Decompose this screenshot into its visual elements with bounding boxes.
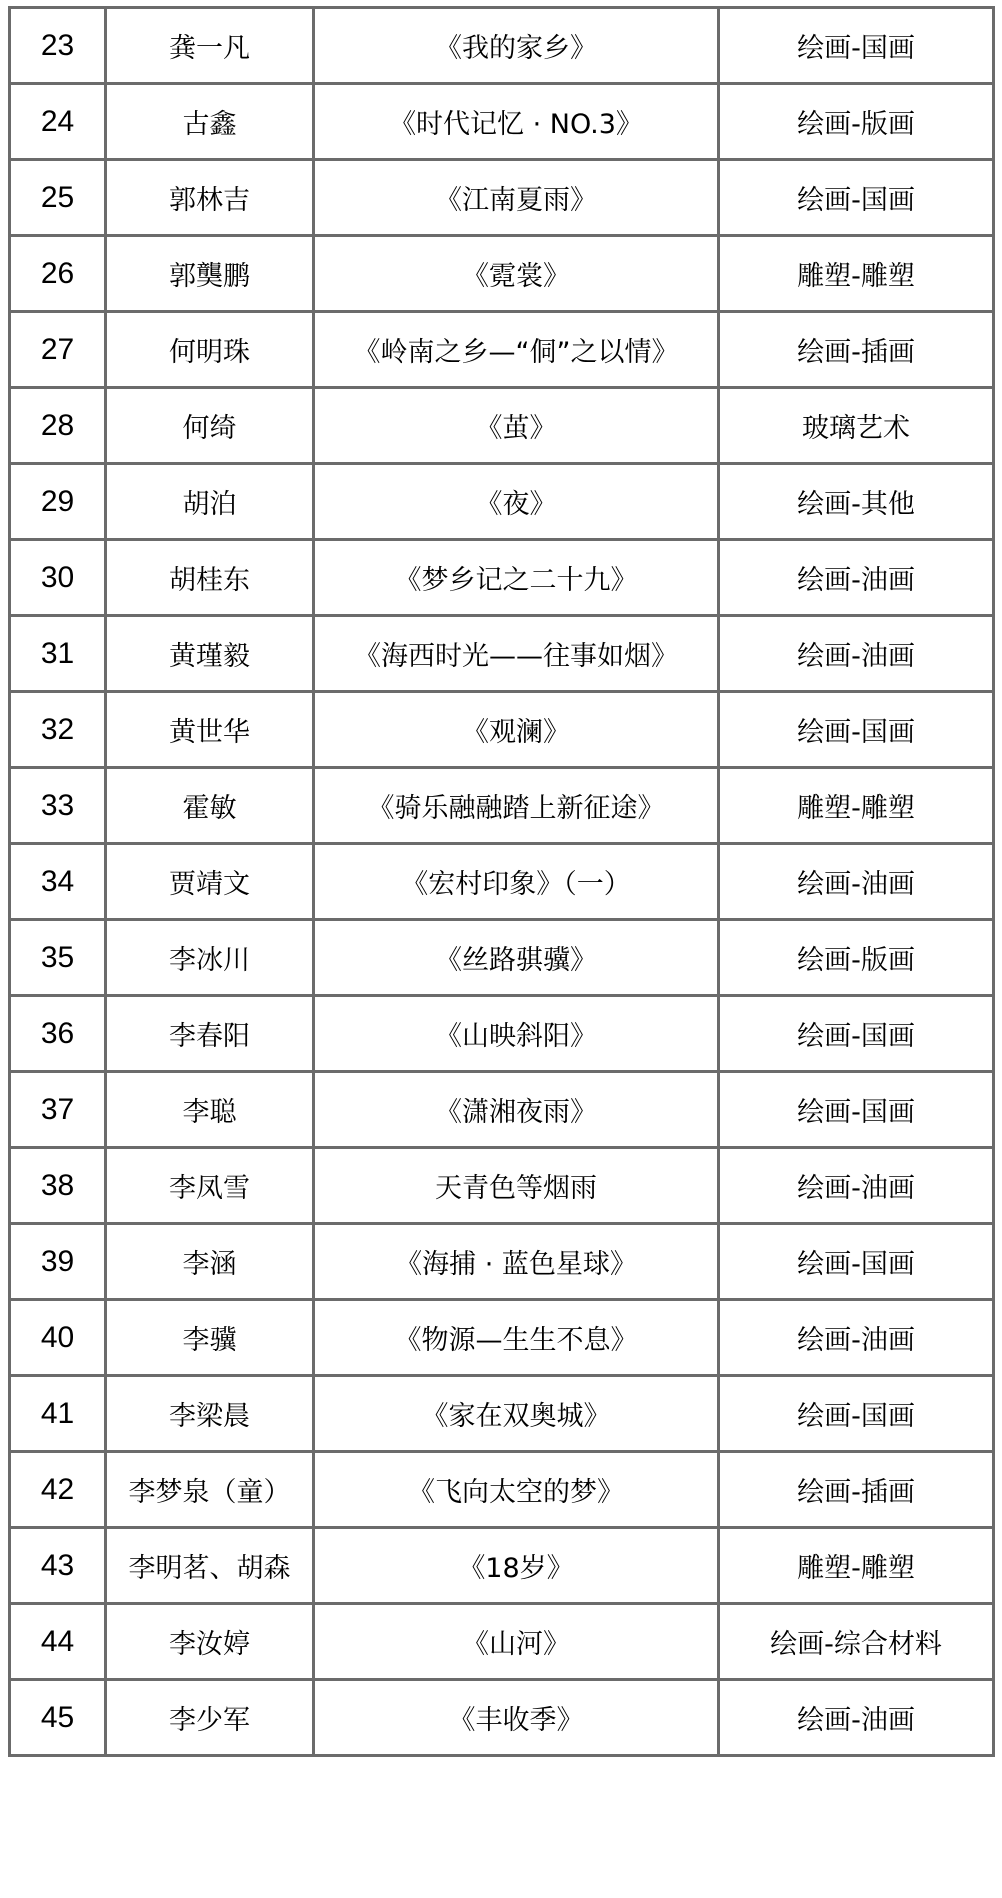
table-row [10,540,994,616]
entry-number-cell: 40 [10,1300,106,1376]
entry-number-cell: 39 [10,1224,106,1300]
table-row [10,1224,994,1300]
table-row [10,388,994,464]
entry-number-cell: 31 [10,616,106,692]
category-cell: 绘画-综合材料 [719,1604,994,1680]
entry-number-cell: 35 [10,920,106,996]
artist-name-cell: 黄世华 [106,692,314,768]
table-body [10,8,994,1756]
artwork-title-cell: 《海捕 · 蓝色星球》 [314,1224,719,1300]
entry-number-cell: 23 [10,8,106,84]
artwork-list-table [8,6,995,1757]
category-cell: 绘画-油画 [719,1680,994,1756]
table-row [10,996,994,1072]
artist-name-cell: 李梁晨 [106,1376,314,1452]
table-row [10,312,994,388]
table-row [10,160,994,236]
entry-number-cell: 34 [10,844,106,920]
artwork-title-cell: 《岭南之乡—“侗”之以情》 [314,312,719,388]
table-row [10,616,994,692]
artist-name-cell: 李骥 [106,1300,314,1376]
category-cell: 绘画-油画 [719,1148,994,1224]
category-cell: 绘画-版画 [719,84,994,160]
artist-name-cell: 李汝婷 [106,1604,314,1680]
entry-number-cell: 29 [10,464,106,540]
artist-name-cell: 李春阳 [106,996,314,1072]
table-row [10,920,994,996]
category-cell: 绘画-插画 [719,1452,994,1528]
table-row [10,768,994,844]
category-cell: 绘画-其他 [719,464,994,540]
artwork-title-cell: 《物源—生生不息》 [314,1300,719,1376]
artist-name-cell: 郭林吉 [106,160,314,236]
artwork-title-cell: 《时代记忆 · NO.3》 [314,84,719,160]
entry-number-cell: 41 [10,1376,106,1452]
artist-name-cell: 何绮 [106,388,314,464]
table-row [10,844,994,920]
artwork-title-cell: 《家在双奥城》 [314,1376,719,1452]
artwork-title-cell: 《山河》 [314,1604,719,1680]
table-row [10,1604,994,1680]
category-cell: 绘画-国画 [719,996,994,1072]
category-cell: 绘画-国画 [719,160,994,236]
artist-name-cell: 何明珠 [106,312,314,388]
artist-name-cell: 郭龑鹏 [106,236,314,312]
artist-name-cell: 李少军 [106,1680,314,1756]
artist-name-cell: 李涵 [106,1224,314,1300]
artist-name-cell: 胡桂东 [106,540,314,616]
category-cell: 绘画-国画 [719,1224,994,1300]
artist-name-cell: 黄瑾毅 [106,616,314,692]
artwork-title-cell: 《宏村印象》（一） [314,844,719,920]
artist-name-cell: 霍敏 [106,768,314,844]
artwork-title-cell: 《丝路骐骥》 [314,920,719,996]
entry-number-cell: 30 [10,540,106,616]
artist-name-cell: 李凤雪 [106,1148,314,1224]
artwork-title-cell: 《飞向太空的梦》 [314,1452,719,1528]
entry-number-cell: 26 [10,236,106,312]
artwork-title-cell: 《夜》 [314,464,719,540]
category-cell: 玻璃艺术 [719,388,994,464]
category-cell: 绘画-油画 [719,616,994,692]
artist-name-cell: 胡泊 [106,464,314,540]
artist-name-cell: 贾靖文 [106,844,314,920]
table-row [10,692,994,768]
document-page [8,6,995,1757]
category-cell: 雕塑-雕塑 [719,1528,994,1604]
category-cell: 绘画-油画 [719,1300,994,1376]
table-row [10,1452,994,1528]
artist-name-cell: 龚一凡 [106,8,314,84]
table-row [10,8,994,84]
entry-number-cell: 42 [10,1452,106,1528]
category-cell: 雕塑-雕塑 [719,768,994,844]
artwork-title-cell: 《观澜》 [314,692,719,768]
category-cell: 雕塑-雕塑 [719,236,994,312]
category-cell: 绘画-国画 [719,1072,994,1148]
table-row [10,236,994,312]
category-cell: 绘画-国画 [719,692,994,768]
table-row [10,84,994,160]
artwork-title-cell: 《潇湘夜雨》 [314,1072,719,1148]
artist-name-cell: 李明茗、胡森 [106,1528,314,1604]
entry-number-cell: 32 [10,692,106,768]
table-row [10,1376,994,1452]
artwork-title-cell: 《骑乐融融踏上新征途》 [314,768,719,844]
table-row [10,1680,994,1756]
entry-number-cell: 45 [10,1680,106,1756]
category-cell: 绘画-国画 [719,8,994,84]
table-row [10,1300,994,1376]
entry-number-cell: 44 [10,1604,106,1680]
category-cell: 绘画-国画 [719,1376,994,1452]
artwork-title-cell: 《18岁》 [314,1528,719,1604]
artwork-title-cell: 《梦乡记之二十九》 [314,540,719,616]
category-cell: 绘画-油画 [719,540,994,616]
table-row [10,1072,994,1148]
artwork-title-cell: 《我的家乡》 [314,8,719,84]
entry-number-cell: 24 [10,84,106,160]
category-cell: 绘画-油画 [719,844,994,920]
artist-name-cell: 李冰川 [106,920,314,996]
table-row [10,464,994,540]
artwork-title-cell: 《山映斜阳》 [314,996,719,1072]
artwork-title-cell: 《丰收季》 [314,1680,719,1756]
category-cell: 绘画-版画 [719,920,994,996]
artwork-title-cell: 天青色等烟雨 [314,1148,719,1224]
artist-name-cell: 李梦泉（童） [106,1452,314,1528]
table-row [10,1148,994,1224]
entry-number-cell: 43 [10,1528,106,1604]
artist-name-cell: 李聪 [106,1072,314,1148]
entry-number-cell: 36 [10,996,106,1072]
entry-number-cell: 27 [10,312,106,388]
artwork-title-cell: 《霓裳》 [314,236,719,312]
entry-number-cell: 37 [10,1072,106,1148]
entry-number-cell: 38 [10,1148,106,1224]
entry-number-cell: 28 [10,388,106,464]
artist-name-cell: 古鑫 [106,84,314,160]
artwork-title-cell: 《江南夏雨》 [314,160,719,236]
category-cell: 绘画-插画 [719,312,994,388]
entry-number-cell: 33 [10,768,106,844]
artwork-title-cell: 《海西时光——往事如烟》 [314,616,719,692]
entry-number-cell: 25 [10,160,106,236]
table-row [10,1528,994,1604]
artwork-title-cell: 《茧》 [314,388,719,464]
